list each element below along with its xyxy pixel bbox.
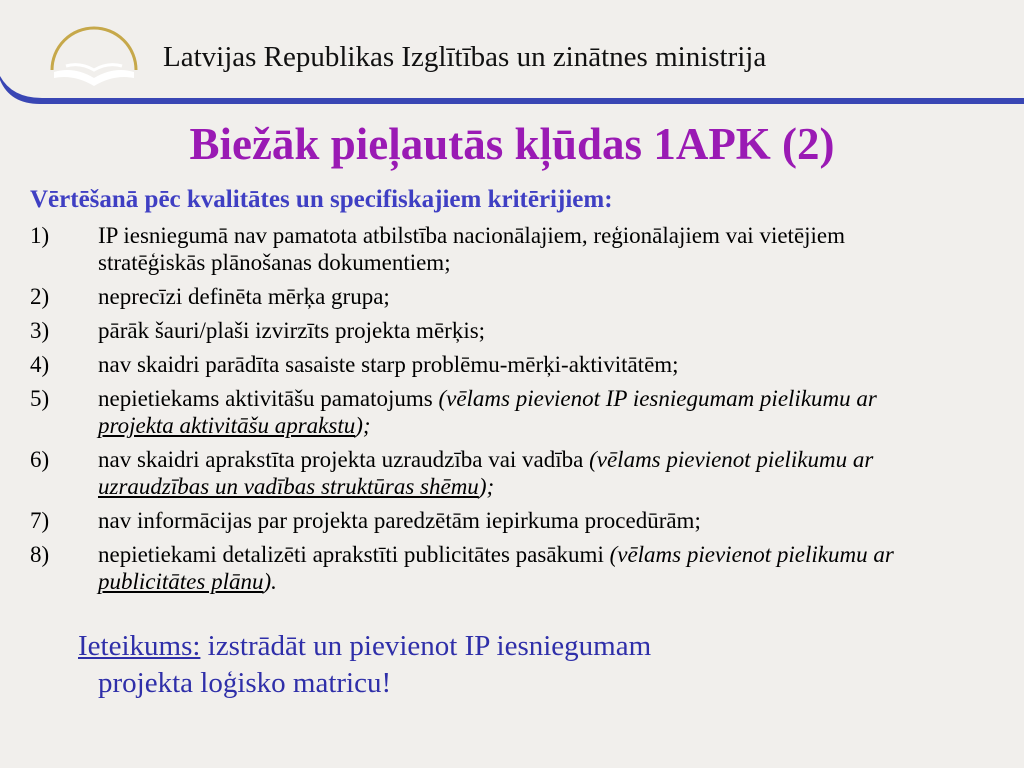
- item-text: nepietiekami detalizēti aprakstīti publicitātes pasākumi: [98, 542, 610, 567]
- item-text: neprecīzi definēta mērķa grupa;: [98, 284, 390, 309]
- ministry-name: Latvijas Republikas Izglītības un zinātnes ministrija: [163, 41, 767, 73]
- item-text: pārāk šauri/plaši izvirzīts projekta mērķis;: [98, 318, 486, 343]
- header-band: [0, 0, 1024, 104]
- item-number: 1): [30, 223, 50, 248]
- note-underlined: projekta aktivitāšu aprakstu: [98, 413, 356, 438]
- note-underlined: publicitātes plānu: [98, 569, 264, 594]
- list-item: [30, 541, 1010, 595]
- item-number: 7): [30, 508, 50, 533]
- note-text: (vēlams pievienot IP iesniegumam pielikumu ar: [438, 386, 877, 411]
- list-item: [30, 507, 1010, 534]
- note-text: (vēlams pievienot pielikumu ar: [589, 447, 874, 472]
- ministry-logo-icon: [44, 16, 144, 92]
- list-item: [30, 317, 1010, 344]
- item-number: 8): [30, 542, 50, 567]
- item-number: 5): [30, 386, 50, 411]
- note-underlined: uzraudzības un vadības struktūras shēmu: [98, 474, 479, 499]
- item-number: 3): [30, 318, 50, 343]
- item-text: nepietiekams aktivitāšu pamatojums: [98, 386, 439, 411]
- slide-title: Biežāk pieļautās kļūdas 1APK (2): [189, 119, 835, 169]
- note-end: );: [355, 413, 371, 438]
- item-text: nav skaidri parādīta sasaiste starp problēmu-mērķi-aktivitātēm;: [98, 352, 679, 377]
- item-number: 6): [30, 447, 50, 472]
- item-number: 2): [30, 284, 50, 309]
- note-end: );: [478, 474, 495, 499]
- item-number: 4): [30, 352, 50, 377]
- list-item: [30, 351, 1010, 378]
- advice-line1: izstrādāt un pievienot IP iesniegumam: [200, 630, 652, 662]
- note-text: (vēlams pievienot pielikumu ar: [609, 542, 894, 567]
- item-text: nav skaidri aprakstīta projekta uzraudzība vai vadība: [98, 447, 590, 472]
- item-text: nav informācijas par projekta paredzētām iepirkuma procedūrām;: [98, 508, 701, 533]
- list-item: [30, 283, 1010, 310]
- error-list: [30, 222, 1010, 602]
- list-item: [30, 222, 1010, 276]
- list-item: [30, 446, 1010, 500]
- advice-label: Ieteikums:: [78, 630, 201, 662]
- note-end: ).: [263, 569, 277, 594]
- list-item: [30, 385, 1010, 439]
- item-text: IP iesniegumā nav pamatota atbilstība nacionālajiem, reģionālajiem vai vietējiem stratēģiskās plānošanas dokumentiem;: [98, 223, 846, 275]
- advice-block: [78, 628, 838, 702]
- section-subheading: Vērtēšanā pēc kvalitātes un specifiskajiem kritērijiem:: [30, 186, 613, 213]
- advice-line2: projekta loģisko matricu!: [98, 667, 392, 699]
